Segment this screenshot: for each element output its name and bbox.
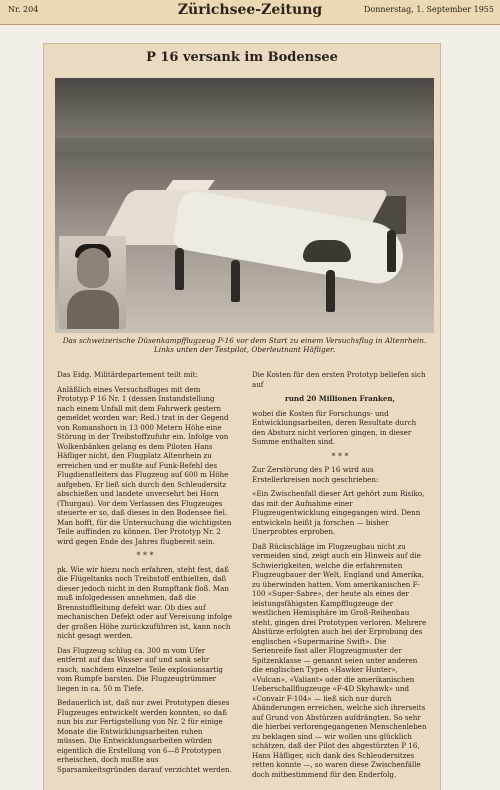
section-divider: * * *: [136, 551, 154, 560]
article-headline: P 16 versank im Bodensee: [146, 50, 338, 65]
ground-crew-figure: [326, 270, 335, 312]
portrait-body: [67, 290, 119, 329]
article-paragraph: Bedauerlich ist, daß nur zwei Prototypen dieses Flugzeuges entwickelt werden konnten, so daß nun bis zur Fertigstellung von Nr. 2 für einige Monate die Entwicklungsarbeiten ruhen müssen. Die Entwicklungsarbeiten würden eigentlich die Erstellung von 6—8 Prototypen erheischen, doch mußte aus Sparsamkeitsgründen darauf verzichtet werden.: [57, 698, 232, 774]
right-column: [252, 370, 428, 784]
article-paragraph: pk. Wie wir hiezu noch erfahren, steht fest, daß die Flügeltanks noch Treibstoff enthielten, daß dieser jedoch nicht in den Rumpftank floß. Man muß infolgedessen annehmen, daß die Brennstoffleitung defekt war. Ob dies auf mechanischen Defekt oder auf Vereisung infolge der großen Höhe zurückzuführen ist, kann noch nicht gesagt werden.: [57, 564, 233, 640]
ground-crew-figure: [387, 230, 396, 272]
newspaper-masthead: [0, 0, 500, 25]
article-paragraph: «Ein Zwischenfall dieser Art gehört zum Risiko, das mit der Aufnahme einer Flugzeugentwicklung eingegangen wird. Denn entwickeln heißt ja forschen — bisher Unerprobtes erproben.: [252, 489, 425, 536]
pilot-portrait: [59, 236, 126, 329]
portrait-head: [77, 248, 109, 288]
left-column: [57, 370, 233, 779]
ground-crew-figure: [231, 260, 240, 302]
newspaper-title: Zürichsee-Zeitung: [177, 2, 323, 18]
article-paragraph: wobei die Kosten für Forschungs- und Entwicklungsarbeiten, deren Resultate durch den Absturz nicht verloren gingen, in dieser Summe enthalten sind.: [252, 408, 417, 446]
hangar-background: [55, 78, 434, 138]
issue-number: Nr. 204: [8, 5, 39, 14]
article-paragraph: Das Flugzeug schlug ca. 300 m vom Ufer entfernt auf das Wasser auf und sank sehr rasch, nachdem einzelne Teile explosionsartig vom Rumpfe barsten. Die Flugzeugtrümmer liegen in ca. 50 m Tiefe.: [57, 645, 223, 693]
article-paragraph: Daß Rückschläge im Flugzeugbau nicht zu vermeiden sind, zeigt auch ein Hinweis auf die Schwierigkeiten, welche die erfahrensten Flugzeugbauer der Welt, England und Amerika, zu überwinden hatten. Vom amerikanischen F-100 «Super-Sabre», der heute als eines der leistungsfähigsten Kampfflugzeuge der westlichen Hemisphäre im Groß-Reihenbau steht, gingen drei Prototypen verloren. Mehrere Abstürze erfolgten auch bei der Erprobung des englischen «Supermarine Swift». Die Serienreife fast aller Flugzeugmuster der Spitzenklasse — genannt seien unter anderen die englischen Typen «Hawker Hunter», «Vulcan», «Valiant» oder die amerikanischen Ueberschallflugzeuge «F-4D Skyhawk» und «Convair F-104» — ließ sich nur durch Abänderungen erreichen, welche sich ihrerseits auf Grund von Abstürzen aufdrängten. So sehr die hierbei verlorengegangenen Menschenleben zu beklagen sind — wir wollen uns glücklich schätzen, daß der Pilot des abgestürzten P 16, Hans Häfliger, sich dank des Schleudersitzes retten konnte —, so waren diese Zwischenfälle doch mitbestimmend für den Enderfolg.: [252, 541, 427, 779]
aircraft-canopy: [303, 240, 351, 262]
section-divider: * * *: [331, 451, 349, 461]
ground-crew-figure: [175, 248, 184, 290]
cost-highlight: rund 20 Millionen Franken,: [285, 394, 395, 403]
article-paragraph: Anläßlich eines Versuchsfluges mit dem Prototyp P 16 Nr. 1 (dessen Instandstellung nach einem Unfall mit dem Fahrwerk gestern gemeldet worden war; Red.) trat in der Gegend von Romanshorn in 13 000 Metern Höhe eine Störung in der Treibstoffzufuhr ein. Infolge von Wolkenbänken gelang es dem Piloten Hans Häfliger nicht, den Flugplatz Altenrhein zu erreichen und er mußte auf Funk-Befehl des Flugdienstleiters das Flugzeug auf 600 m Höhe aufgeben. Er ließ sich durch den Schleudersitz abschießen und landete unversehrt bei Horn (Thurgau). Vor dem Verlassen des Flugzeuges steuerte er so, daß dieses in den Bodensee fiel. Man hofft, für die Untersuchung die wichtigsten Teile auffinden zu können. Der Prototyp Nr. 2 wird gegen Ende des Jahres flugbereit sein.: [57, 384, 232, 546]
photo-caption: Das schweizerische Düsenkampfflugzeug P-16 vor dem Start zu einem Versuchsflug in Altenrhein. Links unten der Testpilot, Oberleutnant Häfliger.: [62, 336, 427, 354]
article-paragraph: Zur Zerstörung des P 16 wird aus Erstellerkreisen noch geschrieben:: [252, 465, 379, 484]
issue-date: Donnerstag, 1. September 1955: [363, 5, 494, 14]
article-paragraph: Das Eidg. Militärdepartement teilt mit:: [57, 370, 198, 379]
article-paragraph: Die Kosten für den ersten Prototyp beliefen sich auf: [252, 370, 426, 389]
